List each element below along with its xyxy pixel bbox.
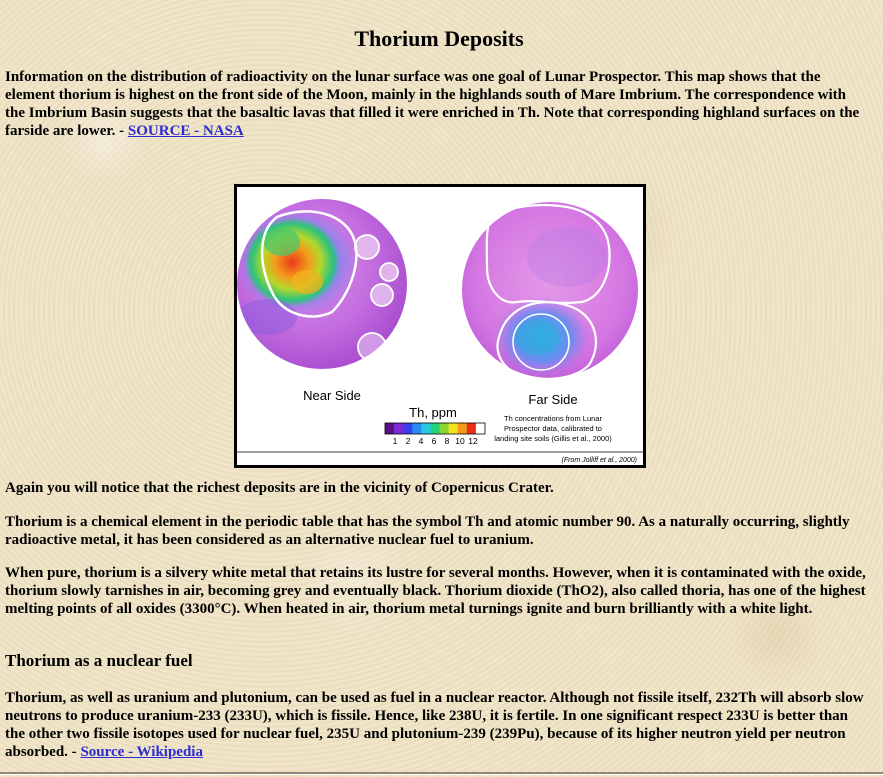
thorium-map-graphic xyxy=(237,187,643,465)
properties-paragraph: When pure, thorium is a silvery white metal that retains its lustre for several months. However, when it is contaminated with the oxide, thorium slowly tarnishes in air, becoming grey and eventually black. Thorium dioxide (ThO2), also called thoria, has one of the highest melting points of all oxides (3300°C). When heated in air, thorium metal turnings ignite and burn brilliantly with a white light. xyxy=(5,565,866,617)
scale-tick-label: 6 xyxy=(431,436,437,446)
scale-swatch xyxy=(421,423,430,434)
scale-swatch xyxy=(440,423,449,434)
nuclear-fuel-text: Thorium, as well as uranium and plutonium, can be used as fuel in a nuclear reactor. Although not fissile itself, 232Th will absorb slow neutrons to produce uranium-233 (233U), which is fissile. Hence, like 238U, it is fertile. In one significant respect 233U is better than the other two fissile isotopes used for nuclear fuel, 235U and plutonium-239 (239Pu), because of its higher neutron yield per neutron absorbed. - xyxy=(5,690,864,760)
figure-credit: (From Jolliff et al., 2000) xyxy=(561,457,637,464)
copernicus-paragraph: Again you will notice that the richest deposits are in the vicinity of Copernicus Crater. xyxy=(5,480,554,496)
near-side-label: Near Side xyxy=(303,388,361,403)
element-paragraph: Thorium is a chemical element in the periodic table that has the symbol Th and atomic number 90. As a naturally occurring, slightly radioactive metal, it has been considered as an alternative nuclear fuel to uranium. xyxy=(5,514,850,548)
caption-line-1: Th concentrations from Lunar xyxy=(504,414,602,423)
near-side-globe xyxy=(237,199,407,369)
scale-tick-label: 4 xyxy=(418,436,424,446)
caption-line-2: Prospector data, calibrated to xyxy=(504,424,602,433)
scale-tick-label: 2 xyxy=(405,436,411,446)
scale-swatch xyxy=(458,423,467,434)
nuclear-fuel-paragraph xyxy=(5,689,869,761)
thorium-map-figure xyxy=(234,184,646,468)
scale-swatch xyxy=(385,423,394,434)
scale-swatch xyxy=(394,423,403,434)
bottom-divider xyxy=(0,772,883,775)
intro-paragraph xyxy=(5,68,869,140)
scale-swatch xyxy=(403,423,412,434)
scale-swatch xyxy=(412,423,421,434)
scale-tick-label: 12 xyxy=(468,436,478,446)
intro-text: Information on the distribution of radioactivity on the lunar surface was one goal of Lunar Prospector. This map shows that the element thorium is highest on the front side of the Moon, mainly in the highlands south of Mare Imbrium. The correspondence with the Imbrium Basin suggests that the basaltic lavas that filled it were enriched in Th. Note that corresponding highland surfaces on the farside are lower. - xyxy=(5,69,860,139)
color-scale-ticks xyxy=(393,436,478,446)
scale-swatch xyxy=(430,423,439,434)
source-wikipedia-link[interactable]: Source - Wikipedia xyxy=(80,744,203,760)
far-side-globe xyxy=(462,202,638,379)
source-nasa-link[interactable]: SOURCE - NASA xyxy=(127,123,244,139)
color-scale-bar xyxy=(385,423,485,434)
scale-swatch xyxy=(467,423,476,434)
scale-swatch xyxy=(449,423,458,434)
far-side-label: Far Side xyxy=(528,392,578,407)
section-heading-nuclear-fuel: Thorium as a nuclear fuel xyxy=(5,651,193,670)
scale-title: Th, ppm xyxy=(409,405,457,420)
caption-line-3: landing site soils (Gillis et al., 2000) xyxy=(494,434,612,443)
scale-tick-label: 8 xyxy=(444,436,450,446)
scale-tick-label: 10 xyxy=(455,436,465,446)
scale-swatch xyxy=(476,423,485,434)
page-title: Thorium Deposits xyxy=(354,26,524,51)
scale-tick-label: 1 xyxy=(392,436,398,446)
